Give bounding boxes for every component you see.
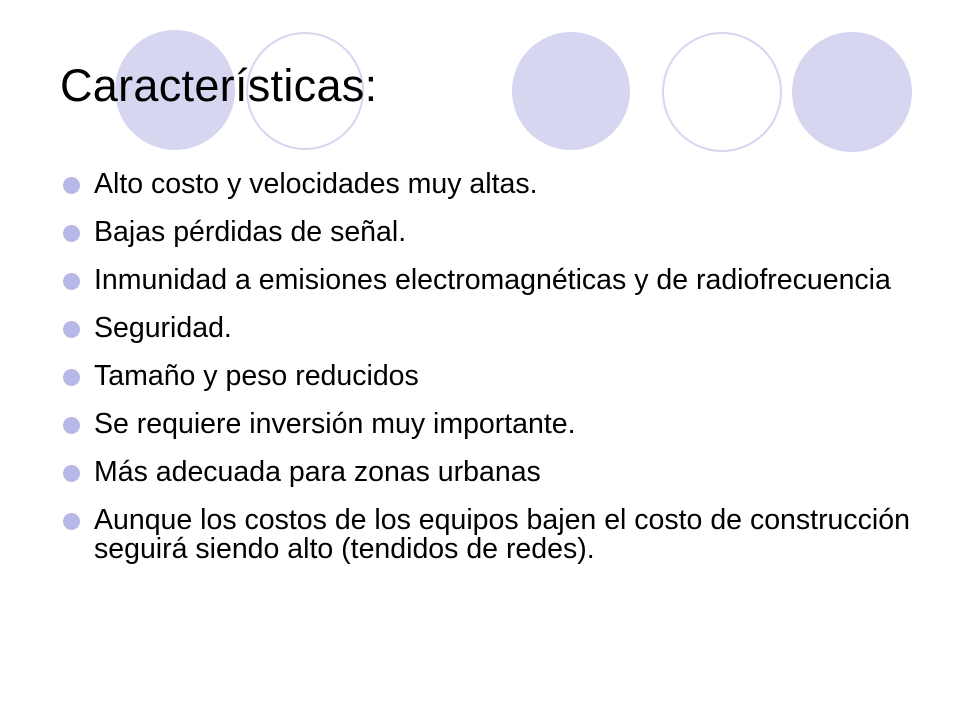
bullet-item [60, 266, 910, 295]
bullet-text: Seguridad. [94, 312, 232, 344]
slide-title: Características: [60, 60, 378, 111]
bullet-dot-icon [63, 465, 80, 482]
bullet-text: Bajas pérdidas de señal. [94, 216, 407, 248]
bullet-dot-icon [63, 273, 80, 290]
bullet-dot-icon [63, 417, 80, 434]
bullet-text: Inmunidad a emisiones electromagnéticas y de radiofrecuencia [94, 264, 891, 296]
bullet-item [60, 410, 910, 439]
bullet-text: Tamaño y peso reducidos [94, 360, 419, 392]
bullet-dot-icon [63, 321, 80, 338]
bullet-text: Más adecuada para zonas urbanas [94, 456, 541, 488]
decorative-circle-outline [662, 32, 782, 152]
bullet-item [60, 314, 910, 343]
bullet-text: Alto costo y velocidades muy altas. [94, 168, 538, 200]
bullet-dot-icon [63, 225, 80, 242]
bullet-item [60, 170, 910, 199]
bullet-item [60, 506, 910, 564]
bullet-dot-icon [63, 177, 80, 194]
bullet-dot-icon [63, 513, 80, 530]
decorative-circle-filled [792, 32, 912, 152]
bullet-item [60, 362, 910, 391]
bullet-text: Se requiere inversión muy importante. [94, 408, 576, 440]
decorative-circle-filled [512, 32, 630, 150]
bullet-item [60, 218, 910, 247]
bullet-item [60, 458, 910, 487]
bullet-text: Aunque los costos de los equipos bajen el costo de construcción seguirá siendo alto (tendidos de redes). [94, 504, 910, 565]
bullet-list [60, 170, 910, 583]
bullet-dot-icon [63, 369, 80, 386]
